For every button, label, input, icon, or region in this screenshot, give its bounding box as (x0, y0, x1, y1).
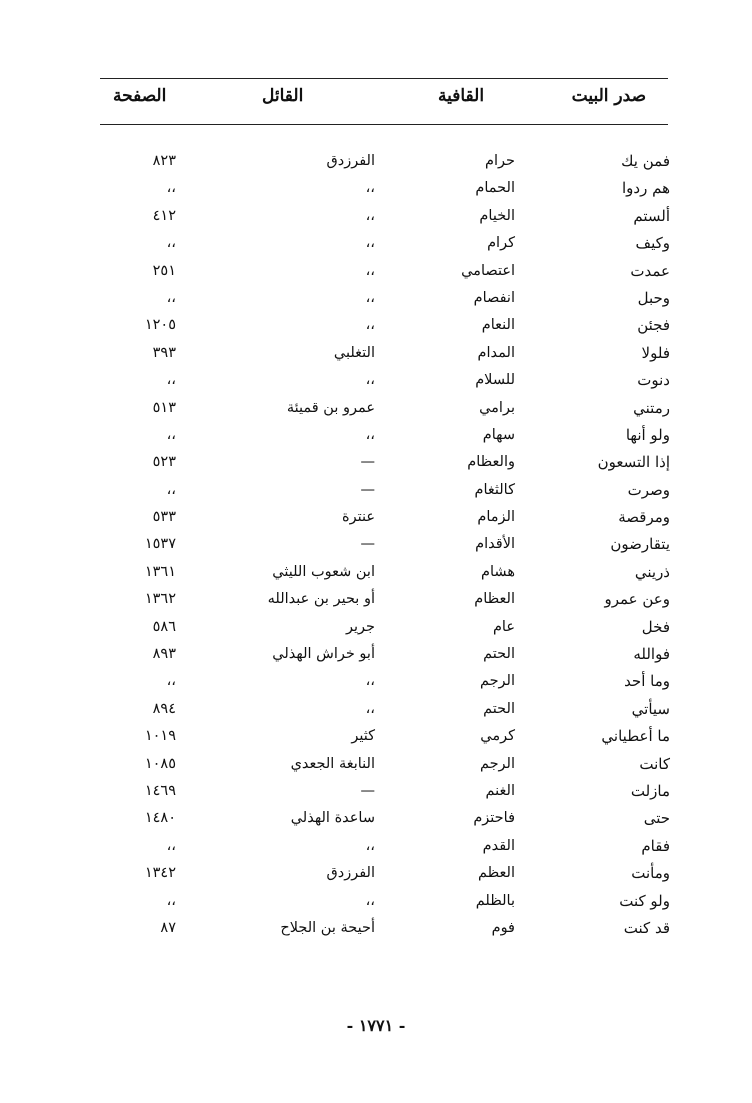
poet-cell: ابن شعوب الليثي (272, 563, 375, 580)
rhyme-cell: سهام (482, 426, 515, 443)
verse-opening-cell: يتقارضون (610, 535, 670, 554)
verse-opening-cell: ألستم (633, 206, 670, 225)
page-ref-cell: ١٣٦٢ (144, 591, 176, 608)
index-table-body (0, 148, 752, 942)
verse-opening-cell: ومرقصة (618, 508, 670, 527)
poet-cell: ،، (365, 289, 375, 306)
table-row (0, 340, 752, 367)
poet-cell: أو بحير بن عبدالله (267, 591, 375, 608)
page-ref-cell: ،، (166, 892, 176, 909)
table-row (0, 833, 752, 860)
rhyme-cell: الرجم (479, 755, 515, 772)
page-ref-cell: ٥٢٣ (152, 454, 176, 471)
table-row (0, 696, 752, 723)
rhyme-cell: بالظلم (475, 892, 515, 909)
page-ref-cell: ،، (166, 426, 176, 443)
poet-cell: الفرزدق (326, 865, 375, 882)
column-header-qafiya: القافية (438, 86, 485, 106)
poet-cell: — (360, 481, 375, 498)
verse-opening-cell: وعن عمرو (604, 590, 670, 609)
poet-cell: أبو خراش الهذلي (272, 646, 375, 663)
table-row (0, 367, 752, 394)
table-row (0, 395, 752, 422)
table-row (0, 258, 752, 285)
rhyme-cell: للسلام (475, 372, 515, 389)
poet-cell: — (360, 454, 375, 471)
rhyme-cell: القدم (482, 837, 515, 854)
rhyme-cell: اعتصامي (461, 262, 515, 279)
table-row (0, 504, 752, 531)
page-ref-cell: ٨٩٣ (152, 646, 176, 663)
rhyme-cell: الخيام (479, 207, 515, 224)
header-bottom-rule (100, 124, 668, 125)
page-ref-cell: ،، (166, 481, 176, 498)
page-ref-cell: ٥١٣ (152, 399, 176, 416)
rhyme-cell: الحتم (483, 700, 515, 717)
verse-opening-cell: فلولا (641, 343, 670, 362)
poet-cell: النابغة الجعدي (290, 755, 375, 772)
rhyme-cell: حرام (485, 153, 515, 169)
page-ref-cell: ،، (166, 235, 176, 252)
page-ref-cell: ٨٩٤ (152, 700, 176, 717)
table-row (0, 668, 752, 695)
column-header-sadr: صدر البيت (571, 86, 646, 106)
poet-cell: ،، (365, 837, 375, 854)
page-ref-cell: ١٤٦٩ (144, 782, 176, 799)
poet-cell: — (360, 536, 375, 553)
rhyme-cell: الرجم (479, 673, 515, 690)
rhyme-cell: الأقدام (475, 536, 515, 553)
table-row (0, 805, 752, 832)
poet-cell: ،، (365, 317, 375, 334)
page-ref-cell: ١٤٨٠ (144, 810, 176, 827)
verse-opening-cell: ولو كنت (619, 891, 670, 910)
rhyme-cell: العظام (474, 591, 515, 608)
rhyme-cell: الغنم (485, 782, 515, 799)
verse-opening-cell: هم ردوا (622, 179, 670, 198)
page-number: - ١٧٧١ - (346, 1016, 406, 1035)
rhyme-cell: فوم (491, 919, 515, 936)
page-ref-cell: ١٣٦١ (144, 563, 176, 580)
poet-cell: عمرو بن قميئة (286, 399, 375, 416)
table-row (0, 778, 752, 805)
page-ref-cell: ١٠٨٥ (144, 755, 176, 772)
page-ref-cell: ٢٥١ (152, 262, 176, 279)
poet-cell: ،، (365, 700, 375, 717)
page-ref-cell: ١٥٣٧ (144, 536, 176, 553)
page-ref-cell: ٥٨٦ (152, 618, 176, 635)
poet-cell: ،، (365, 262, 375, 279)
table-row (0, 285, 752, 312)
poet-cell: عنترة (341, 509, 375, 526)
page-ref-cell: ،، (166, 289, 176, 306)
poet-cell: كثير (351, 728, 375, 745)
rhyme-cell: المدام (477, 344, 515, 361)
verse-opening-cell: فجئن (637, 316, 670, 335)
rhyme-cell: النعام (481, 317, 515, 334)
verse-opening-cell: ولو أنها (625, 425, 670, 444)
rhyme-cell: فاحتزم (473, 810, 515, 827)
poet-cell: ،، (365, 235, 375, 252)
page-ref-cell: ،، (166, 180, 176, 197)
poet-cell: ،، (365, 372, 375, 389)
table-row (0, 888, 752, 915)
page-ref-cell: ٨٢٣ (152, 153, 176, 169)
table-row (0, 860, 752, 887)
rhyme-cell: هشام (481, 563, 515, 580)
poet-cell: الفرزدق (326, 153, 375, 169)
poet-cell: ،، (365, 673, 375, 690)
verse-opening-cell: مازلت (630, 781, 670, 800)
verse-opening-cell: فخل (641, 617, 670, 636)
page-ref-cell: ٤١٢ (152, 207, 176, 224)
page-ref-cell: ١٢٠٥ (144, 317, 176, 334)
rhyme-cell: كالثغام (474, 481, 515, 498)
table-row (0, 203, 752, 230)
table-row (0, 559, 752, 586)
verse-opening-cell: فمن يك (621, 152, 670, 170)
verse-opening-cell: ذريني (634, 562, 670, 581)
verse-opening-cell: إذا التسعون (597, 453, 670, 472)
table-row (0, 723, 752, 750)
header-top-rule (100, 78, 668, 79)
page-ref-cell: ٥٣٣ (152, 509, 176, 526)
rhyme-cell: كرام (487, 235, 515, 252)
poet-cell: ،، (365, 426, 375, 443)
table-row (0, 915, 752, 942)
rhyme-cell: الزمام (477, 509, 515, 526)
rhyme-cell: والعظام (467, 454, 515, 471)
poet-cell: ساعدة الهذلي (290, 810, 375, 827)
verse-opening-cell: دنوت (637, 371, 670, 390)
rhyme-cell: العظم (478, 865, 515, 882)
page-ref-cell: ،، (166, 372, 176, 389)
poet-cell: ،، (365, 180, 375, 197)
table-row (0, 422, 752, 449)
verse-opening-cell: عمدت (630, 261, 670, 280)
page-ref-cell: ١٣٤٢ (144, 865, 176, 882)
verse-opening-cell: كانت (639, 754, 670, 773)
poet-cell: ،، (365, 892, 375, 909)
verse-opening-cell: فقام (641, 836, 670, 855)
verse-opening-cell: وصرت (627, 480, 670, 499)
rhyme-cell: انفصام (473, 289, 515, 306)
table-row (0, 477, 752, 504)
verse-opening-cell: وكيف (635, 234, 670, 253)
page-ref-cell: ،، (166, 673, 176, 690)
page-ref-cell: ،، (166, 837, 176, 854)
poet-cell: أحيحة بن الجلاح (280, 919, 375, 936)
table-row (0, 175, 752, 202)
rhyme-cell: كرمي (480, 728, 515, 745)
table-row (0, 312, 752, 339)
column-header-page: الصفحة (113, 86, 167, 106)
column-header-qail: القائل (262, 86, 304, 106)
table-row (0, 751, 752, 778)
verse-opening-cell: ما أعطياني (601, 727, 670, 746)
rhyme-cell: الحمام (475, 180, 515, 197)
page-ref-cell: ٣٩٣ (152, 344, 176, 361)
verse-opening-cell: قد كنت (623, 918, 670, 937)
verse-opening-cell: وما أحد (624, 672, 670, 691)
verse-opening-cell: سيأتي (631, 699, 670, 718)
rhyme-cell: عام (492, 618, 515, 635)
rhyme-cell: الحتم (483, 646, 515, 663)
table-row (0, 449, 752, 476)
table-row (0, 614, 752, 641)
verse-opening-cell: رمتني (633, 398, 670, 417)
poet-cell: التغلبي (333, 344, 375, 361)
verse-opening-cell: وحبل (637, 288, 670, 307)
poet-cell: — (360, 782, 375, 799)
table-row (0, 230, 752, 257)
table-row (0, 641, 752, 668)
page-ref-cell: ١٠١٩ (144, 728, 176, 745)
verse-opening-cell: ومأنت (631, 864, 670, 883)
verse-opening-cell: فوالله (633, 645, 670, 664)
rhyme-cell: برامي (479, 399, 515, 416)
table-row (0, 531, 752, 558)
table-row (0, 586, 752, 613)
page-ref-cell: ٨٧ (160, 919, 176, 936)
table-row (0, 148, 752, 175)
poet-cell: جرير (346, 618, 375, 635)
poet-cell: ،، (365, 207, 375, 224)
verse-opening-cell: حتى (643, 809, 670, 828)
